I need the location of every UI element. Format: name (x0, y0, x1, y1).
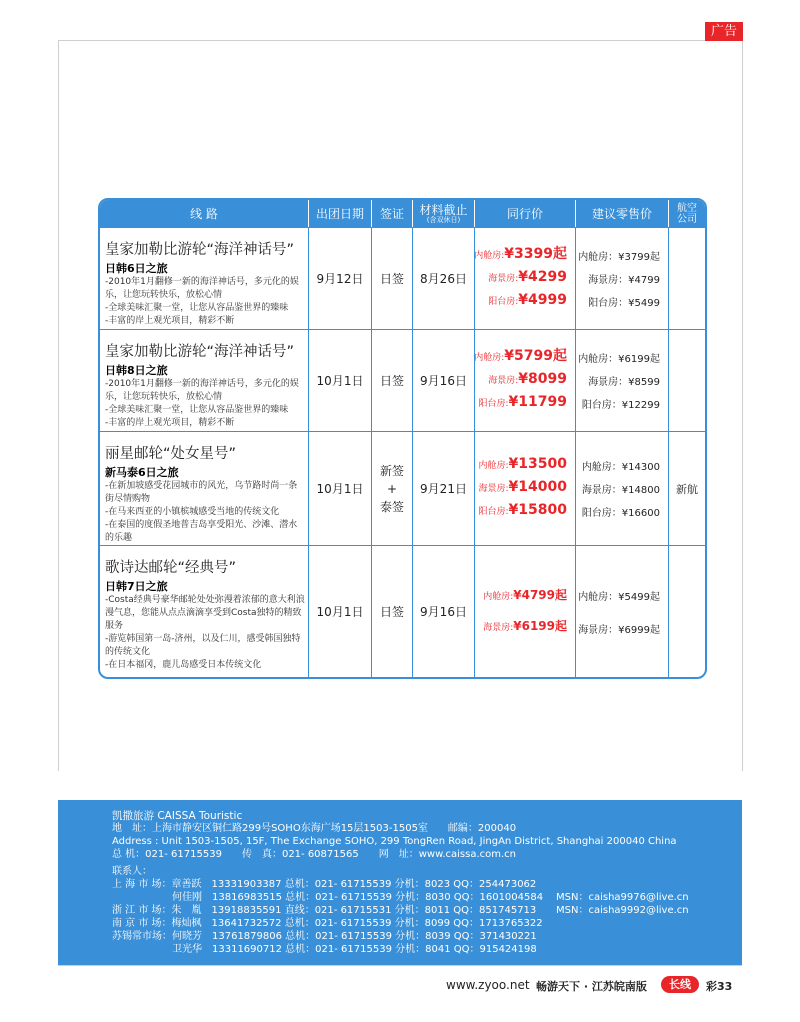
ship-name: 皇家加勒比游轮“海洋神话号” (105, 242, 295, 258)
trip-name: 新马泰6日之旅 (105, 466, 179, 479)
peer-price-cell (475, 432, 576, 545)
airline (669, 228, 705, 329)
visa: 日签 (372, 330, 413, 431)
header-deadline-label: 材料截止 (419, 202, 468, 217)
peer-price: 阳台房:¥4999 (488, 292, 567, 308)
route-desc-2: -游览韩国第一岛-济州，以及仁川，感受韩国独特的传统文化 (105, 634, 301, 657)
visa: 日签 (372, 228, 413, 329)
contact-row: 苏锡常市场：何晓芳 13761879806 总机：021- 61715539 分机：8039 QQ：371430221 (112, 931, 537, 942)
visa (372, 432, 413, 545)
edition-label: 畅游天下 · 江苏皖南版 (536, 980, 647, 993)
contact-footer (58, 800, 742, 965)
trip-name: 日韩7日之旅 (105, 580, 168, 593)
deadline: 8月26日 (413, 228, 475, 329)
contact-row: 南 京 市 场：梅灿枫 13641732572 总机：021- 61715539 分机：8099 QQ：1713765322 (112, 918, 543, 929)
route-desc-3: -丰富的岸上观光项目，精彩不断 (105, 418, 235, 428)
header-retail-price: 建议零售价 (576, 200, 669, 227)
trip-name: 日韩8日之旅 (105, 364, 168, 377)
phone-info: 总 机：021- 61715539 传 真：021- 60871565 网 址：www.caissa.com.cn (112, 849, 517, 860)
peer-price: 内舱房:¥5799起 (474, 348, 567, 364)
route-desc-1: -在新加坡感受花园城市的风光，乌节路时尚一条街尽情购物 (105, 481, 298, 504)
tour-price-table (98, 198, 707, 679)
retail-price-cell (576, 546, 669, 677)
retail-price-cell (576, 330, 669, 431)
visa-line: 泰签 (379, 499, 404, 514)
retail-price: 阳台房：¥16600 (581, 508, 660, 519)
departure-date: 10月1日 (309, 546, 372, 677)
visa-line: + (386, 481, 398, 496)
header-date: 出团日期 (309, 200, 372, 227)
retail-price: 阳台房：¥12299 (581, 400, 660, 411)
peer-price-cell (475, 228, 576, 329)
company-name: 凯撒旅游 CAISSA Touristic (112, 810, 243, 822)
retail-price: 内舱房：¥5499起 (578, 591, 660, 603)
header-airline: 航空公司 (677, 202, 697, 225)
retail-price: 阳台房：¥5499 (588, 298, 660, 309)
site-url: www.zyoo.net (446, 978, 530, 992)
route-desc-3: -丰富的岸上观光项目，精彩不断 (105, 316, 235, 326)
header-deadline (413, 200, 475, 227)
retail-price: 海景房：¥6999起 (578, 624, 660, 636)
retail-price: 海景房：¥14800 (581, 485, 660, 496)
visa: 日签 (372, 546, 413, 677)
deadline: 9月16日 (413, 546, 475, 677)
contact-row: 浙 江 市 场：朱 胤 13918835591 直线：021- 61715531 分机：8011 QQ：851745713 (112, 905, 537, 916)
route-desc-3: -在日本福冈，鹿儿岛感受日本传统文化 (105, 660, 262, 670)
departure-date: 9月12日 (309, 228, 372, 329)
departure-date: 10月1日 (309, 432, 372, 545)
route-desc-3: -在泰国的度假圣地普吉岛享受阳光、沙滩、潜水的乐趣 (105, 520, 298, 543)
page-number: 彩33 (706, 980, 733, 993)
route-desc-1: -2010年1月翻修一新的海洋神话号，多元化的娱乐，让您玩转快乐，放松心情 (105, 379, 299, 402)
ad-badge: 广告 (705, 22, 743, 41)
peer-price: 内舱房:¥3399起 (474, 246, 567, 262)
route-desc-1: -Costa经典号豪华邮轮处处弥漫着浓郁的意大利浪漫气息，您能从点点滴滴享受到Costa独特的精致服务 (105, 595, 305, 631)
page-divider (58, 965, 742, 966)
airline (669, 546, 705, 677)
peer-price: 阳台房:¥15800 (478, 502, 567, 518)
contact-row: 上 海 市 场：章善跃 13331903387 总机：021- 61715539 分机：8023 QQ：254473062 (112, 879, 537, 890)
route-cell (100, 228, 309, 329)
peer-price: 阳台房:¥11799 (478, 394, 567, 410)
header-peer-price: 同行价 (475, 200, 576, 227)
peer-price: 海景房:¥6199起 (483, 618, 567, 633)
contact-row: 何佳刚 13816983515 总机：021- 61715539 分机：8030 QQ：1601004584 (112, 892, 544, 903)
address-en: Address : Unit 1503-1505, 15F, The Exchange SOHO, 299 TongRen Road, JingAn District, Shanghai 200040 China (112, 836, 677, 847)
peer-price: 海景房:¥8099 (488, 371, 567, 387)
deadline: 9月21日 (413, 432, 475, 545)
retail-price: 海景房：¥4799 (588, 275, 660, 286)
peer-price: 海景房:¥4299 (488, 269, 567, 285)
route-desc-1: -2010年1月翻修一新的海洋神话号，多元化的娱乐，让您玩转快乐，放松心情 (105, 277, 299, 300)
peer-price: 内舱房:¥13500 (478, 456, 567, 472)
table-row (100, 545, 705, 677)
route-desc-2: -在马来西亚的小镇槟城感受当地的传统文化 (105, 507, 280, 517)
ship-name: 丽星邮轮“处女星号” (105, 446, 237, 462)
route-desc-2: -全球美味汇聚一堂，让您从容品鉴世界的臻味 (105, 303, 289, 313)
route-desc-2: -全球美味汇聚一堂，让您从容品鉴世界的臻味 (105, 405, 289, 415)
contact-msn: MSN：caisha9992@live.cn (556, 905, 689, 916)
retail-price: 内舱房：¥3799起 (578, 252, 660, 263)
ship-name: 皇家加勒比游轮“海洋神话号” (105, 344, 295, 360)
peer-price-cell (475, 546, 576, 677)
airline (669, 330, 705, 431)
table-row (100, 329, 705, 431)
retail-price-cell (576, 432, 669, 545)
route-cell (100, 330, 309, 431)
peer-price-cell (475, 330, 576, 431)
contact-msn: MSN：caisha9976@live.cn (556, 892, 689, 903)
peer-price: 内舱房:¥4799起 (483, 587, 567, 602)
airline: 新航 (676, 482, 698, 496)
table-row (100, 431, 705, 545)
trip-name: 日韩6日之旅 (105, 262, 168, 275)
retail-price: 海景房：¥8599 (588, 377, 660, 388)
departure-date: 10月1日 (309, 330, 372, 431)
table-row (100, 227, 705, 329)
long-route-badge: 长线 (661, 976, 699, 993)
address-cn: 地 址：上海市静安区铜仁路299号SOHO东海广场15层1503-1505室 邮编：200040 (112, 823, 517, 834)
contact-row: 卫光华 13311690712 总机：021- 61715539 分机：8041 QQ：915424198 (112, 944, 537, 955)
retail-price: 内舱房：¥6199起 (578, 354, 660, 365)
route-cell (100, 432, 309, 545)
header-visa: 签证 (372, 200, 413, 227)
visa-line: 新签 (379, 463, 404, 478)
peer-price: 海景房:¥14000 (478, 479, 567, 495)
header-route: 线 路 (100, 200, 309, 227)
table-header (100, 200, 705, 227)
deadline: 9月16日 (413, 330, 475, 431)
route-cell (100, 546, 309, 677)
contacts-label: 联系人： (112, 866, 152, 877)
retail-price: 内舱房：¥14300 (581, 462, 660, 473)
header-deadline-sub: (含双休日) (426, 215, 461, 224)
retail-price-cell (576, 228, 669, 329)
ship-name: 歌诗达邮轮“经典号” (105, 560, 237, 576)
